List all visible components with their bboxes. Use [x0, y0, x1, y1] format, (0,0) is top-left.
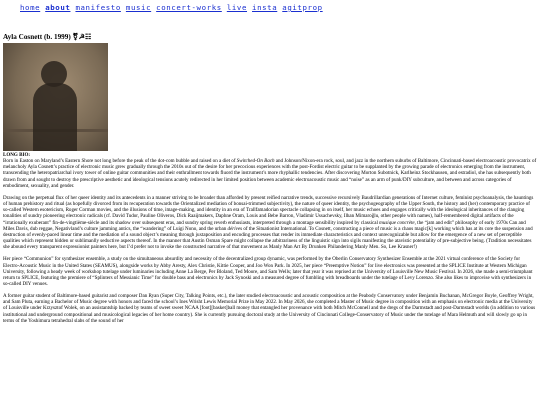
nav-music[interactable]: music	[125, 3, 152, 12]
silhouette-body	[33, 83, 77, 151]
bio-label: LONG BIO:	[3, 152, 31, 158]
page-title: Ayla Cosnett (b. 1999) ⚧☭☷	[3, 33, 92, 41]
bio-paragraph-1: LONG BIO: Born in Easton on Maryland’s Eastern Shore not long before the peak of the dot-com bubble and raised on a diet of Switched-On Bach and Johnson/Nixon-era rock, soul, and jazz in the northern suburbs of Baltimore, Cincinnati-based electroacoustic provocatrix of melancholy Ayla Cosnett’s practice of electronic music grew gradually through the 2010s out of the desire for her precocious experiences with the post-Fordist electric guitar to be supplanted by the growing parade of electronics emerging from the instrument, transcending the heteropatriarchal ivory tower of online guitar communities and their enthrallment towards fluord the instrument’s more rhyphallic tendencies. After discovering Morton Subotnick, Karlheinz Stockhausen, and estradiol, she has subsequently both drawn from and sought to destroy the prescriptive aesthetic and ideological tensions acutely redirected in her limited position between academic electroacoustic music and “noise” as an arm of punk/DIY subculture, and between and across categories of embodiment, sexuality, and gender.	[3, 152, 537, 189]
nav-agitprop[interactable]: agitprop	[282, 3, 323, 12]
top-bar	[0, 0, 540, 17]
nav-home[interactable]: home	[20, 3, 41, 12]
nav-about[interactable]: about	[45, 3, 71, 12]
nav-live[interactable]: live	[226, 3, 248, 12]
artist-photo	[3, 43, 108, 151]
nav-concert-works[interactable]: concert-works	[156, 3, 222, 12]
bio-paragraph-2: Drawing on the perpetual flux of her queer identity and its antecedents in a manner striving to be broader than afforded by present reified narrative trends, successive recursively Baudrillardian generations of Internet culture, feminist psychoanalysis, the hauntings of human prehistory and ritual (as hopefully divorced from its recuperation towards the Orientalized mediation of bonsai-trimmed subjectivity), the nature of queer identity, the psychogeography of the Upper South, the history and (her) contemporary practice of so-called Western esotericism, Roger Corman movies, and the illusions of time, image-making, and identity in an era of Trallfamadorian spectacle collapsing in on itself, her music echoes and engages critically with the ideological inheritances of the clanging tonalities of sundry pioneering electronic radicals (cf. David Tudor, Pauline Oliveros, Dick Raaijmakers, Daphne Oram, Louis and Bebe Barron, Vladimir Ussachevsky, Ilhan Mimaroğlu, other people with names), half-remembered digital artifacts of the “irrationally exuberant” fin-de-vingtième-siècle and its shadow over subsequent eras, and sundry spring reverb enthusiasts, interpreted through a montage sensibility inspired by classical musique concrète, the “jam and edit” philosophy of early 1970s Can and Miles Davis, dub reggae, Negativland’s culture jamming antics, the “wandering” of Luigi Nono, and the urban dérives of the Situationist International. To Cosnett, constructing a piece of music is a chaos magic[k] working which has at its core the suspension and destruction of evenly-paced linear time and the mediation of a sound object’s meaning through juxtaposition and encoding processes that render its immediate characteristics and context unrecognizable but allow for the emergence of a new set of perceptible qualities which represent hidden or sublimanlly seductive aspects thereof. In the manner that Austin Osman Spare might collapse the arbitrariness of the linguistic sign into sigils manifesting the atavistic potentiality of pre-subjective being. (Tradition necessitates she abound every transparent expressionist painters here, but I’d prefer not to invoke the constructed narrative of that movement as Manly Man Art By Drunken Philandering Manly Men. So, Lee Krasner!)	[3, 194, 534, 251]
bio-paragraph-4: A former guitar student of Baltimore-based guitarist and composer Dan Ryan (Super City, Talking Points, etc.), the later studied electroacoustic and acoustic composition at the Peabody Conservatory under Benjamin Buchanan, McGregor Boyle, Geoffrey Wright, and Sam Pluta, earning a Bachelor of Music degree with honors and faced the school’s Ines Wrisht Lewis Memorial Prize in May 2022. In May 2026, she completed a Master of Music degree in composition with an emphasis on electronic media at the University of Louisville under Krzysztof Wolek, on an assistantship backed by teams of sweet sweet NCAA [foot][basket]ball money that entangled her provenance with both Mitch McConnell and the dregs of the Darmstadt and post-Darmstadt worlds (in addition to various institutional and underground compositional and musicological legacies of her home country). She is currently pursuing doctoral study at the University of Cincinnati College-Conservatory of Music under the tutelage of Mara Helmuth and will slowly go up in terms of the Yoshimura tetrahedral slabs of the sound of her	[3, 293, 536, 324]
nav-manifesto[interactable]: manifesto	[75, 3, 121, 12]
bio-paragraph-3: Her piece “Communion” for synthesizer ensemble, a study on the simultaneous absurdity and necessity of the decentralized group dynamic, was performed by the Oberlin Conservatory Synthesizer Ensemble at the 2021 virtual conference of the Society for Electro-Acoustic Music in the United States (SEAMUS), alongside works by Abby Aresty, Alex Christie, Kittie Cooper, and Joo Won Park. In 2025, her piece “Preemptive Notion” for live electronics was presented at the SPLICE Institute at Western Michigan University, following a heady week of workshop tutelage under luminaries including Anne La Berge, Per Bloland, Ted Moore, and Sam Wells; later that year it was reprised at the University of Louisville New Music Festival. In 2026, she made a semi-triumphant return to SPLICE, featuring the premiere of “Splinters of Messianic Time” for double bass and electronics by Jack Synoski and a measured degree of fumbling with breadboards under the tutelage of Levy Lorenzo. She also likes to improvise with synthesizers in so-called DIY venues.	[3, 256, 533, 287]
nav-insta[interactable]: insta	[252, 3, 278, 12]
main-nav	[20, 3, 328, 12]
bio-section	[3, 152, 537, 330]
